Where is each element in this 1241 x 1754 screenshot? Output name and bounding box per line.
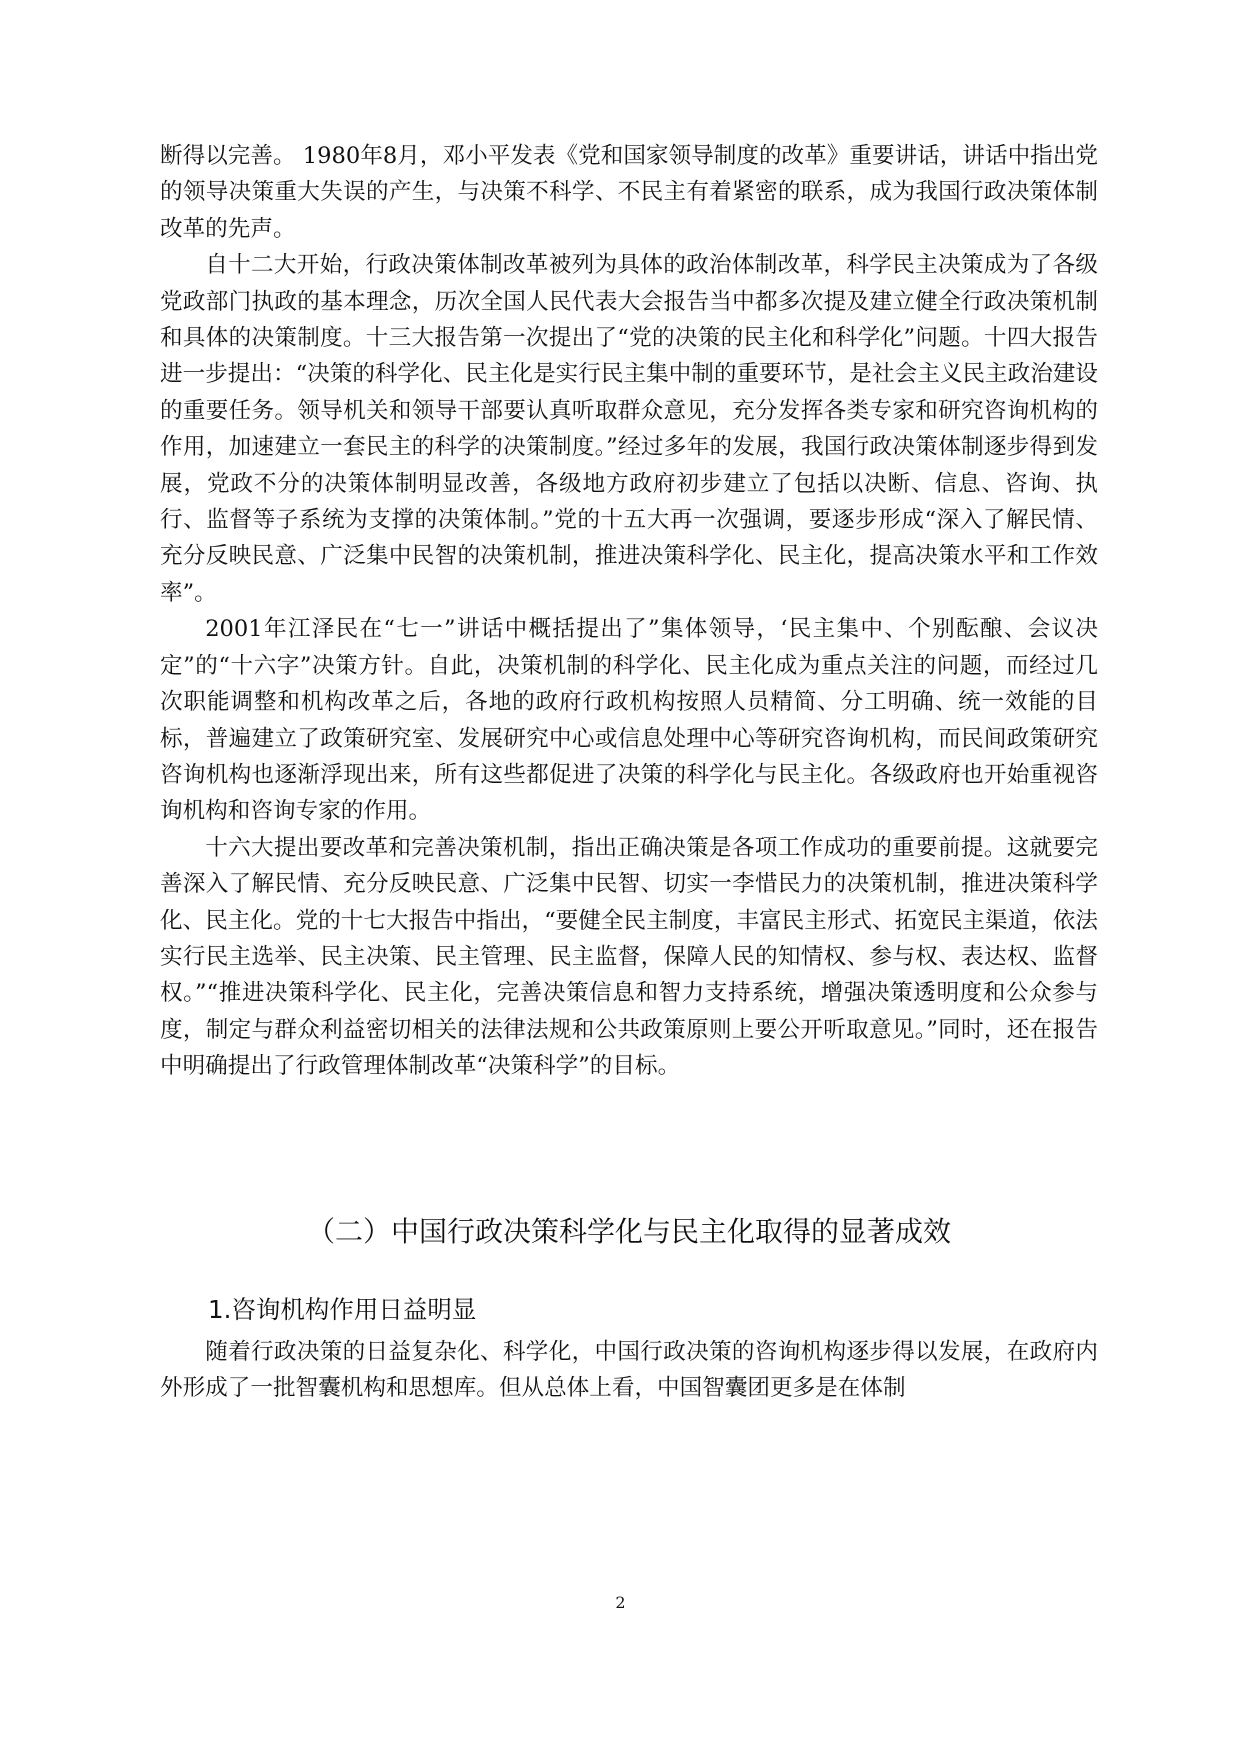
sub-heading: 1.咨询机构作用日益明显 xyxy=(208,1295,477,1324)
paragraph: 2001年江泽民在“七一”讲话中概括提出了”集体领导，‘民主集中、个别酝酿、会议决定”的“十六字”决策方针。自此，决策机制的科学化、民主化成为重点关注的问题，而经过几次职能调整和机构改革之后，各地的政府行政机构按照人员精简、分工明确、统一效能的目标，普遍建立了政策研究室、发展研究中心或信息处理中心等研究咨询机构，而民间政策研究咨询机构也逐渐浮现出来，所有这些都促进了决策的科学化与民主化。各级政府也开始重视咨询机构和咨询专家的作用。 xyxy=(160,616,1098,825)
paragraph: 十六大提出要改革和完善决策机制，指出正确决策是各项工作成功的重要前提。这就要完善深入了解民情、充分反映民意、广泛集中民智、切实一李惜民力的决策机制，推进决策科学化、民主化。党的十七大报告中指出，“要健全民主制度，丰富民主形式、拓宽民主渠道，依法实行民主选举、民主决策、民主管理、民主监督，保障人民的知情权、参与权、表达权、监督权。”“推进决策科学化、民主化，完善决策信息和智力支持系统，增强决策透明度和公众参与度，制定与群众利益密切相关的法律法规和公共政策原则上要公开听取意见。”同时，还在报告中明确提出了行政管理体制改革“决策科学”的目标。 xyxy=(160,834,1098,1080)
body-text-top xyxy=(160,138,1098,1085)
paragraph: 自十二大开始，行政决策体制改革被列为具体的政治体制改革，科学民主决策成为了各级党政部门执政的基本理念，历次全国人民代表大会报告当中都多次提及建立健全行政决策机制和具体的决策制度。十三大报告第一次提出了“党的决策的民主化和科学化”问题。十四大报告进一步提出：“决策的科学化、民主化是实行民主集中制的重要环节，是社会主义民主政治建设的重要任务。领导机关和领导干部要认真听取群众意见，充分发挥各类专家和研究咨询机构的作用，加速建立一套民主的科学的决策制度。”经过多年的发展，我国行政决策体制逐步得到发展，党政不分的决策体制明显改善，各级地方政府初步建立了包括以决断、信息、咨询、执行、监督等子系统为支撑的决策体制。”党的十五大再一次强调，要逐步形成“深入了解民情、充分反映民意、广泛集中民智的决策机制，推进决策科学化、民主化，提高决策水平和工作效率”。 xyxy=(160,252,1098,606)
section-heading: （二）中国行政决策科学化与民主化取得的显著成效 xyxy=(306,1215,951,1248)
body-text-bottom xyxy=(160,1334,1098,1407)
paragraph: 随着行政决策的日益复杂化、科学化，中国行政决策的咨询机构逐步得以发展，在政府内外形成了一批智囊机构和思想库。但从总体上看，中国智囊团更多是在体制 xyxy=(160,1339,1098,1402)
page-number: 2 xyxy=(615,1593,626,1612)
paragraph-continued: 断得以完善。 1980年8月，邓小平发表《党和国家领导制度的改革》重要讲话，讲话中指出党的领导决策重大失误的产生，与决策不科学、不民主有着紧密的联系，成为我国行政决策体制改革的先声。 xyxy=(160,143,1098,242)
